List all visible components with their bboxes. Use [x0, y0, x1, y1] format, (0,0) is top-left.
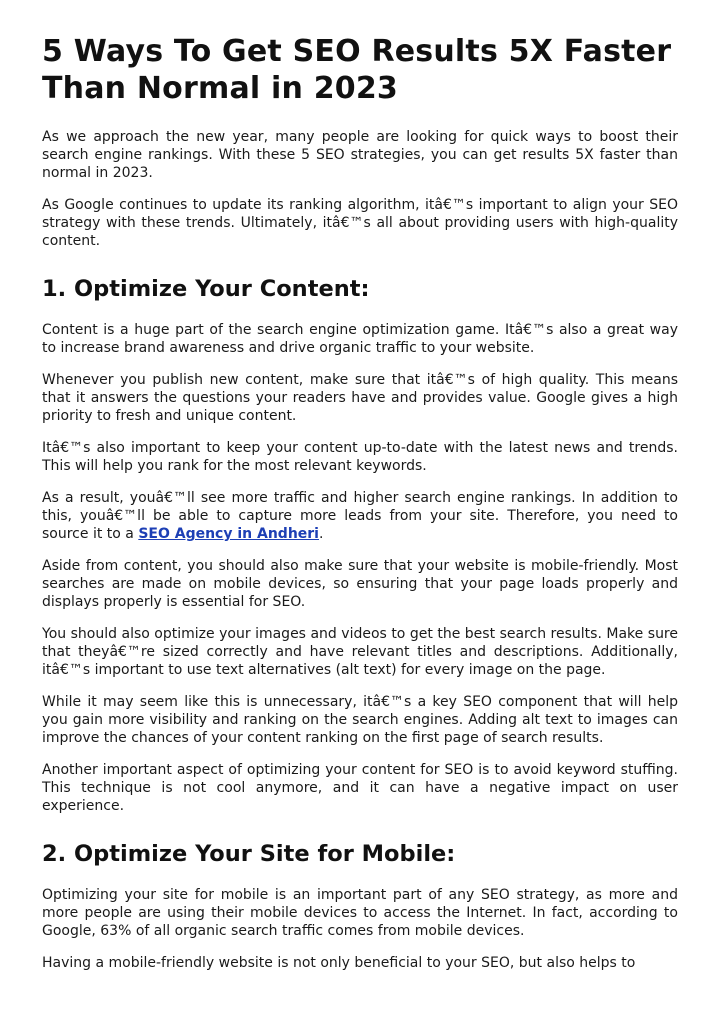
section1-paragraph-7: While it may seem like this is unnecessary, itâ€™s a key SEO component that will help you gain more visibility and ranking on the search engines. Adding alt text to images can improve the chances of your content ranking on the first page of search results. [42, 694, 678, 746]
section-heading-optimize-content: 1. Optimize Your Content: [42, 276, 370, 302]
section1-paragraph-3: Itâ€™s also important to keep your content up-to-date with the latest news and trends. This will help you rank for the most relevant keywords. [42, 440, 678, 474]
article-title: 5 Ways To Get SEO Results 5X Faster Than Normal in 2023 [42, 34, 672, 106]
section1-paragraph-1: Content is a huge part of the search engine optimization game. Itâ€™s also a great way to increase brand awareness and drive organic traffic to your website. [42, 322, 678, 356]
section1-paragraph-6: You should also optimize your images and videos to get the best search results. Make sure that theyâ€™re sized correctly and have relevant titles and descriptions. Additionally, itâ€™s important to use text alternatives (alt text) for every image on the page. [42, 626, 678, 678]
intro-paragraph-1: As we approach the new year, many people are looking for quick ways to boost their search engine rankings. With these 5 SEO strategies, you can get results 5X faster than normal in 2023. [42, 129, 678, 181]
section-heading-optimize-mobile: 2. Optimize Your Site for Mobile: [42, 841, 456, 867]
section2-paragraph-1: Optimizing your site for mobile is an important part of any SEO strategy, as more and more people are using their mobile devices to access the Internet. In fact, according to Google, 63% of all organic search traffic comes from mobile devices. [42, 887, 678, 939]
seo-agency-link[interactable]: SEO Agency in Andheri [138, 526, 319, 542]
section1-paragraph-5: Aside from content, you should also make sure that your website is mobile-friendly. Most searches are made on mobile devices, so ensuring that your page loads properly and displays properly is essential for SEO. [42, 558, 678, 610]
section2-paragraph-2: Having a mobile-friendly website is not only beneficial to your SEO, but also helps to [42, 955, 636, 971]
section1-paragraph-2: Whenever you publish new content, make sure that itâ€™s of high quality. This means that it answers the questions your readers have and provides value. Google gives a high priority to fresh and unique content. [42, 372, 678, 424]
intro-paragraph-2: As Google continues to update its ranking algorithm, itâ€™s important to align your SEO strategy with these trends. Ultimately, itâ€™s all about providing users with high-quality content. [42, 197, 678, 249]
section1-paragraph-4-text: As a result, youâ€™ll see more traffic and higher search engine rankings. In addition to this, youâ€™ll be able to capture more leads from your site. Therefore, you need to source it to a [42, 490, 678, 542]
section1-paragraph-8: Another important aspect of optimizing your content for SEO is to avoid keyword stuffing. This technique is not cool anymore, and it can have a negative impact on user experience. [42, 762, 678, 814]
section1-paragraph-4-end: . [318, 526, 324, 542]
section1-paragraph-4 [42, 489, 678, 543]
